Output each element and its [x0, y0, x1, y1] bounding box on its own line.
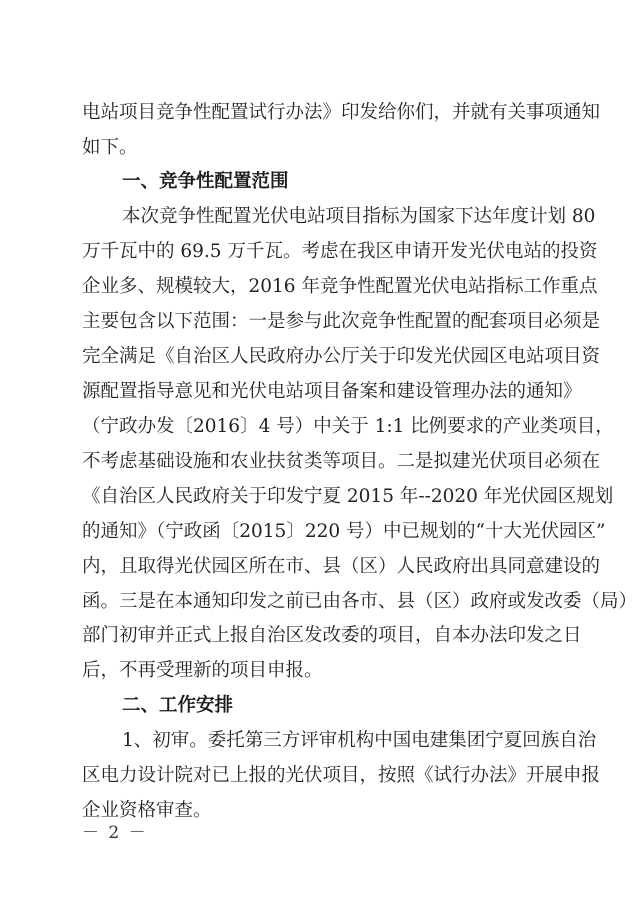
body-line: 企业资格审查。: [82, 800, 212, 821]
body-line: 企业多、规模较大，2016 年竞争性配置光伏电站指标工作重点: [82, 276, 598, 297]
body-line: 区电力设计院对已上报的光伏项目，按照《试行办法》开展申报: [82, 765, 601, 786]
body-line: 1、初审。委托第三方评审机构中国电建集团宁夏回族自治: [122, 730, 597, 751]
body-line: 如下。: [82, 137, 138, 158]
body-line: 《自治区人民政府关于印发宁夏 2015 年--2020 年光伏园区规划: [82, 486, 614, 507]
body-line: 电站项目竞争性配置试行办法》印发给你们，并就有关事项通知: [82, 102, 601, 123]
body-line: （宁政办发〔2016〕4 号）中关于 1:1 比例要求的产业类项目，: [82, 416, 614, 437]
body-line: 完全满足《自治区人民政府办公厅关于印发光伏园区电站项目资: [82, 346, 601, 367]
body-line: 部门初审并正式上报自治区发改委的项目，自本办法印发之日: [82, 625, 582, 646]
body-line: 源配置指导意见和光伏电站项目备案和建设管理办法的通知》: [82, 381, 582, 402]
body-line: 不考虑基础设施和农业扶贫类等项目。二是拟建光伏项目必须在: [82, 451, 601, 472]
body-line: 函。三是在本通知印发之前已由各市、县（区）政府或发改委（局）: [82, 591, 638, 612]
body-line: 万千瓦中的 69.5 万千瓦。考虑在我区申请开发光伏电站的投资: [82, 241, 598, 262]
page-number: － 2 －: [82, 823, 148, 843]
body-line: 本次竞争性配置光伏电站项目指标为国家下达年度计划 80: [122, 206, 596, 227]
body-line: 内，且取得光伏园区所在市、县（区）人民政府出具同意建设的: [82, 556, 601, 577]
section-heading-scope: 一、竞争性配置范围: [122, 171, 289, 192]
body-line: 后，不再受理新的项目申报。: [82, 660, 323, 681]
section-heading-work-arrangement: 二、工作安排: [122, 695, 234, 716]
body-line: 的通知》（宁政函〔2015〕220 号）中已规划的“十大光伏园区”: [82, 521, 606, 542]
body-line: 主要包含以下范围：一是参与此次竞争性配置的配套项目必须是: [82, 311, 601, 332]
